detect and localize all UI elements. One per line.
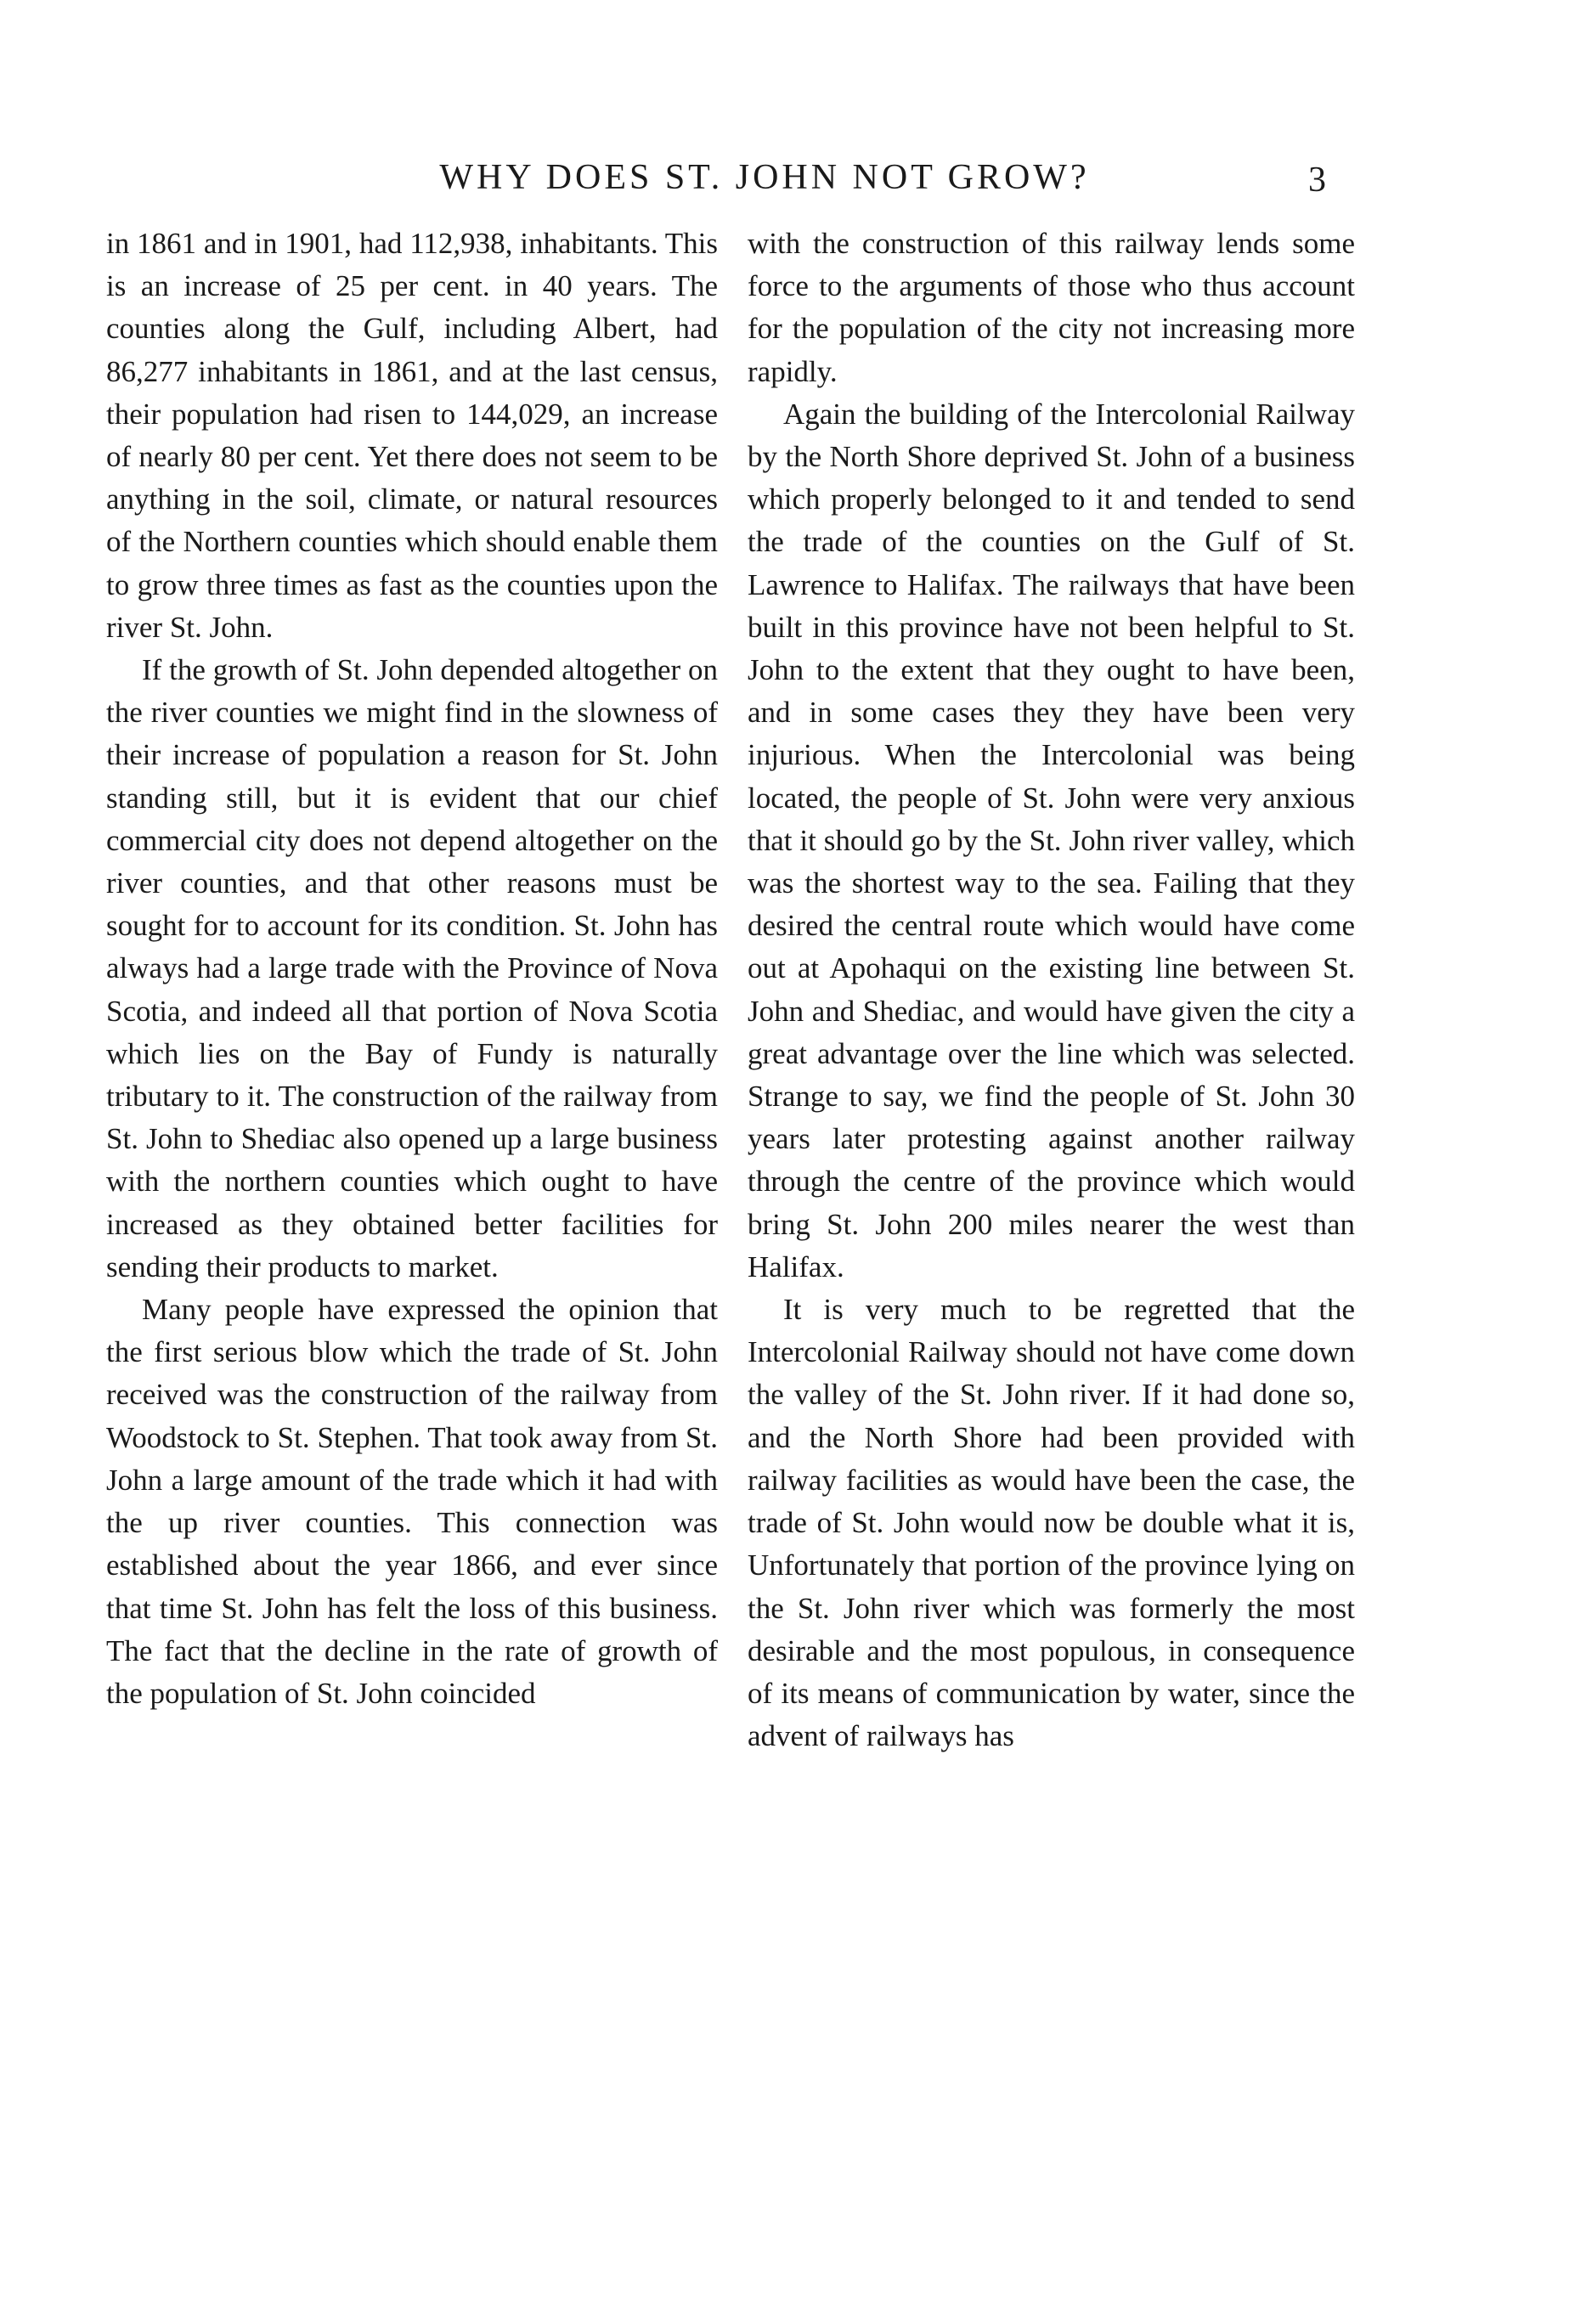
paragraph: Again the building of the Intercolonial Railway by the North Shore deprived St. John of a business which properly belonged to it and tended to send the trade of the counties on the Gulf of St. Lawrence to Halifax. The railways that have been built in this province have not been helpful to St. John to the extent that they ought to have been, and in some cases they they have been very injurious. When the Intercolonial was being located, the people of St. John were very anxious that it should go by the St. John river valley, which was the shortest way to the sea. Failing that they desired the central route which would have come out at Apohaqui on the existing line between St. John and Shediac, and would have given the city a great advantage over the line which was selected. Strange to say, we find the people of St. John 30 years later protesting against another railway through the centre of the province which would bring St. John 200 miles nearer the west than Halifax.: [748, 397, 1355, 1283]
left-column: [106, 223, 718, 1715]
page-number: 3: [1308, 161, 1326, 200]
running-title: WHY DOES ST. JOHN NOT GROW?: [439, 158, 1090, 197]
paragraph: in 1861 and in 1901, had 112,938, inhabitants. This is an increase of 25 per cent. in 40 years. The counties along the Gulf, including Albert, had 86,277 inhabitants in 1861, and at the last census, their population had risen to 144,029, an increase of nearly 80 per cent. Yet there does not seem to be anything in the soil, climate, or natural resources of the Northern counties which should enable them to grow three times as fast as the counties upon the river St. John.: [106, 227, 718, 644]
right-column: [748, 223, 1355, 1757]
paragraph: Many people have expressed the opinion that the first serious blow which the trade of St. John received was the construction of the railway from Woodstock to St. Stephen. That took away from St. John a large amount of the trade which it had with the up river counties. This connection was established about the year 1866, and ever since that time St. John has felt the loss of this business. The fact that the decline in the rate of growth of the population of St. John coincided: [106, 1293, 718, 1710]
paragraph: It is very much to be regretted that the Intercolonial Railway should not have come down the valley of the St. John river. If it had done so, and the North Shore had been provided with railway facilities as would have been the case, the trade of St. John would now be double what it is, Unfortunately that portion of the province lying on the St. John river which was formerly the most desirable and the most populous, in consequence of its means of communication by water, since the advent of railways has: [748, 1293, 1355, 1753]
paragraph: with the construction of this railway lends some force to the arguments of those who thus account for the population of the city not increasing more rapidly.: [748, 227, 1355, 388]
paragraph: If the growth of St. John depended altogether on the river counties we might find in the slowness of their increase of population a reason for St. John standing still, but it is evident that our chief commercial city does not depend altogether on the river counties, and that other reasons must be sought for to account for its condition. St. John has always had a large trade with the Province of Nova Scotia, and indeed all that portion of Nova Scotia which lies on the Bay of Fundy is naturally tributary to it. The construction of the railway from St. John to Shediac also opened up a large business with the northern counties which ought to have increased as they obtained better facilities for sending their products to market.: [106, 653, 718, 1283]
